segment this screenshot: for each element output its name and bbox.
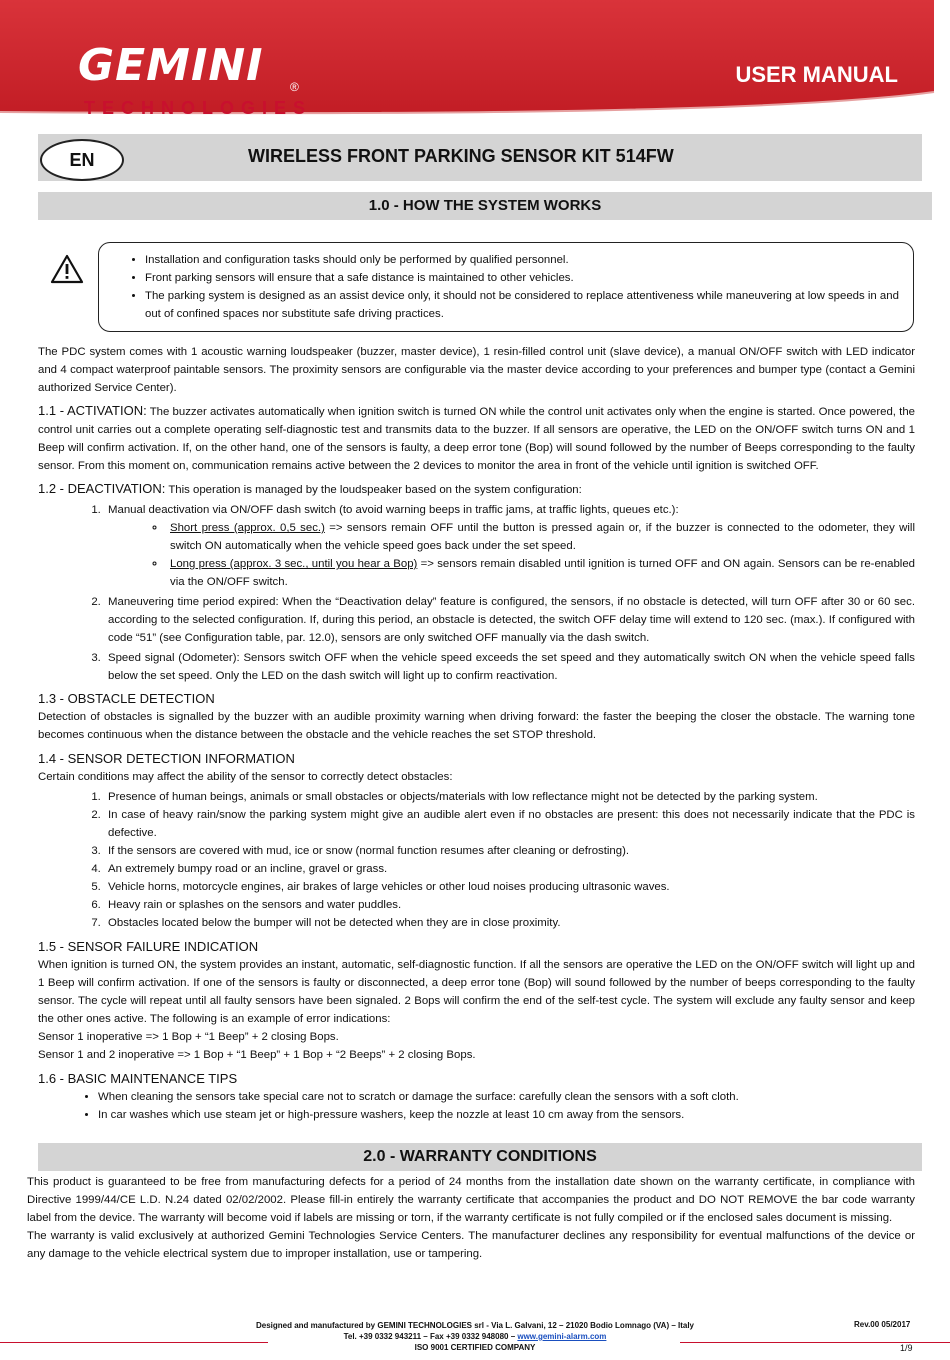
sensor-info-title: 1.4 - SENSOR DETECTION INFORMATION (38, 751, 295, 766)
warning-icon (50, 254, 84, 289)
obstacle-title: 1.3 - OBSTACLE DETECTION (38, 691, 215, 706)
sensor-info-intro: Certain conditions may affect the ability of the sensor to correctly detect obstacles: (38, 771, 453, 783)
long-press-text: => sensors remain disabled until ignition is turned OFF and ON again. Sensors can be re-enabled via the ON/OFF switch. (170, 558, 915, 588)
section-heading-how-it-works: 1.0 - HOW THE SYSTEM WORKS (38, 192, 932, 220)
list-item (104, 501, 915, 591)
list-item: 7. Obstacles located below the bumper will not be detected when they are in close proximity. (104, 914, 915, 932)
warning-item: • The parking system is designed as an assist device only, it should not be considered to replace attentiveness while maneuvering at low speeds in and out of confined spaces nor substitute safe driving practices. (145, 287, 913, 323)
revision-label: Rev.00 05/2017 (854, 1320, 911, 1329)
intro-paragraph: The PDC system comes with 1 acoustic warning loudspeaker (buzzer, master device), 1 resin-filled control unit (slave device), a manual ON/OFF switch with LED indicator and 4 compact waterproof paintable sensors. The proximity sensors are configurable via the master device according to your preferences and bumper type (contact a Gemini authorized Service Center). (38, 346, 915, 394)
warranty-content (27, 1173, 915, 1263)
short-press-text: => sensors remain OFF until the button is pressed again or, if the buzzer is connected to the odometer, they will switch ON automatically when the vehicle speed goes back under the set speed. (170, 522, 915, 552)
list-item: 3. Speed signal (Odometer): Sensors switch OFF when the vehicle speed exceeds the set speed and they automatically switch ON when the vehicle speed falls below the set speed. Only the LED on the dash switch will light up to confirm reactivation. (104, 649, 915, 685)
failure-text: When ignition is turned ON, the system provides an instant, automatic, self-diagnostic function. If all the sensors are operative the LED on the ON/OFF switch will light up and 1 Beep will confirm activation. If one of the sensors is faulty or disconnected, a deep error tone (Bop) will sound followed by the number of beeps corresponding to the faulty sensor. The cycle will repeat until all faulty sensors have been signaled. 2 Bops will confirm the end of the self-test cycle. The system will exclude any faulty sensor and keep the other ones active. The following is an example of error indications: (38, 959, 915, 1025)
list-item: • In car washes which use steam jet or high-pressure washers, keep the nozzle at least 10 cm away from the sensors. (98, 1106, 915, 1124)
activation-text: The buzzer activates automatically when ignition switch is turned ON while the control unit activates only when the engine is started. Once powered, the control unit carries out a complete operating self-diagnostic test and transmits data to the buzzer. If all sensors are operative, the LED on the ON/OFF switch turns ON and 1 Beep will confirm activation. If, on the other hand, one of the sensors is faulty, a deep error tone (Bop) will sound followed by the number of Beeps corresponding to the faulty sensor. From this moment on, communication remains active between the 2 devices to monitor the area in front of the vehicle until ignition is switched OFF. (38, 406, 915, 472)
obstacle-text: Detection of obstacles is signalled by the buzzer with an audible proximity warning when driving forward: the faster the beeping the closer the obstacle. The warning tone becomes continuous when the distance between the obstacle and the vehicle reaches the set STOP threshold. (38, 711, 915, 741)
warning-item: • Installation and configuration tasks should only be performed by qualified personnel. (145, 251, 913, 269)
maintenance-title: 1.6 - BASIC MAINTENANCE TIPS (38, 1071, 238, 1086)
warning-box (98, 242, 914, 332)
footer-contacts (0, 1331, 950, 1342)
page-header (0, 0, 950, 128)
footer-address: Designed and manufactured by GEMINI TECHNOLOGIES srl - Via L. Galvani, 12 – 21020 Bodio Lomnago (VA) – Italy (255, 1321, 695, 1330)
maintenance-list (38, 1088, 915, 1124)
deactivation-list (38, 501, 915, 685)
logo-subtitle: TECHNOLOGIES (84, 98, 313, 118)
list-item (166, 555, 915, 591)
page-footer (0, 1320, 950, 1353)
list-item: 4. An extremely bumpy road or an incline, gravel or grass. (104, 860, 915, 878)
list-item: 3. If the sensors are covered with mud, ice or snow (normal function resumes after cleaning or defrosting). (104, 842, 915, 860)
sensor-info-list (38, 788, 915, 932)
language-badge: EN (40, 139, 124, 181)
footer-iso: ISO 9001 CERTIFIED COMPANY (414, 1343, 536, 1352)
footer-phone: Tel. +39 0332 943211 – Fax +39 0332 948080 – (343, 1332, 518, 1341)
activation-title: 1.1 - ACTIVATION: (38, 403, 147, 418)
gemini-logo: GEMINI (78, 40, 264, 91)
deactivation-title: 1.2 - DEACTIVATION: (38, 481, 166, 496)
list-item: 2. In case of heavy rain/snow the parking system might give an audible alert even if no obstacles are present: this does not necessarily indicate that the PDC is defective. (104, 806, 915, 842)
registered-mark: ® (290, 80, 299, 94)
deactivation-text: This operation is managed by the loudspeaker based on the system configuration: (165, 484, 582, 496)
list-item: 5. Vehicle horns, motorcycle engines, air brakes of large vehicles or other loud noises producing ultrasonic waves. (104, 878, 915, 896)
list-item (166, 519, 915, 555)
section-heading-warranty: 2.0 - WARRANTY CONDITIONS (38, 1143, 922, 1171)
list-item: • When cleaning the sensors take special care not to scratch or damage the surface: carefully clean the sensors with a soft cloth. (98, 1088, 915, 1106)
warranty-paragraph-1: This product is guaranteed to be free from manufacturing defects for a period of 24 months from the installation date shown on the warranty certificate, in compliance with Directive 1999/44/CE L.D. N.24 dated 02/02/2002. Please fill-in entirely the warranty certificate that accompanies the product and DO NOT REMOVE the bar code warranty label from the device. The warranty will become void if labels are missing or torn, if the warranty certificate is not fully compiled or if the enclosed sales document is missing. (27, 1176, 915, 1224)
list-item: 1. Presence of human beings, animals or small obstacles or objects/materials with low reflectance might not be detected by the parking system. (104, 788, 915, 806)
page-title: WIRELESS FRONT PARKING SENSOR KIT 514FW (248, 146, 674, 166)
deactivation-manual: Manual deactivation via ON/OFF dash switch (to avoid warning beeps in traffic jams, at traffic lights, queues etc.): (108, 504, 679, 516)
body-content (38, 343, 915, 1124)
warning-item: • Front parking sensors will ensure that a safe distance is maintained to other vehicles. (145, 269, 913, 287)
warranty-paragraph-2: The warranty is valid exclusively at authorized Gemini Technologies Service Centers. The manufacturer declines any responsibility for eventual malfunctions of the device or any damage to the vehicle electrical system due to improper installation, use or tampering. (27, 1230, 915, 1260)
failure-title: 1.5 - SENSOR FAILURE INDICATION (38, 939, 259, 954)
press-options (108, 519, 915, 591)
failure-example-2: Sensor 1 and 2 inoperative => 1 Bop + “1 Beep” + 1 Bop + “2 Beeps” + 2 closing Bops. (38, 1049, 476, 1061)
list-item: 6. Heavy rain or splashes on the sensors and water puddles. (104, 896, 915, 914)
user-manual-label: USER MANUAL (735, 62, 898, 87)
list-item: 2. Maneuvering time period expired: When the “Deactivation delay” feature is configured, the sensors, if no obstacle is detected, will turn OFF after 30 or 60 sec. according to the selected configuration. If, during this period, an obstacle is detected, the switch OFF delay time will extend to 120 sec. (max.). If configured with code “51” (see Configuration table, par. 12.0), sensors are only switched OFF manually via the dash switch. (104, 593, 915, 647)
deactivation-paragraph (38, 480, 915, 499)
page-number: 1/9 (900, 1343, 913, 1353)
activation-paragraph (38, 402, 915, 475)
website-link[interactable]: www.gemini-alarm.com (517, 1332, 607, 1341)
failure-example-1: Sensor 1 inoperative => 1 Bop + “1 Beep” + 2 closing Bops. (38, 1031, 339, 1043)
short-press-label: Short press (approx. 0,5 sec.) (170, 522, 325, 534)
long-press-label: Long press (approx. 3 sec., until you hear a Bop) (170, 558, 418, 570)
